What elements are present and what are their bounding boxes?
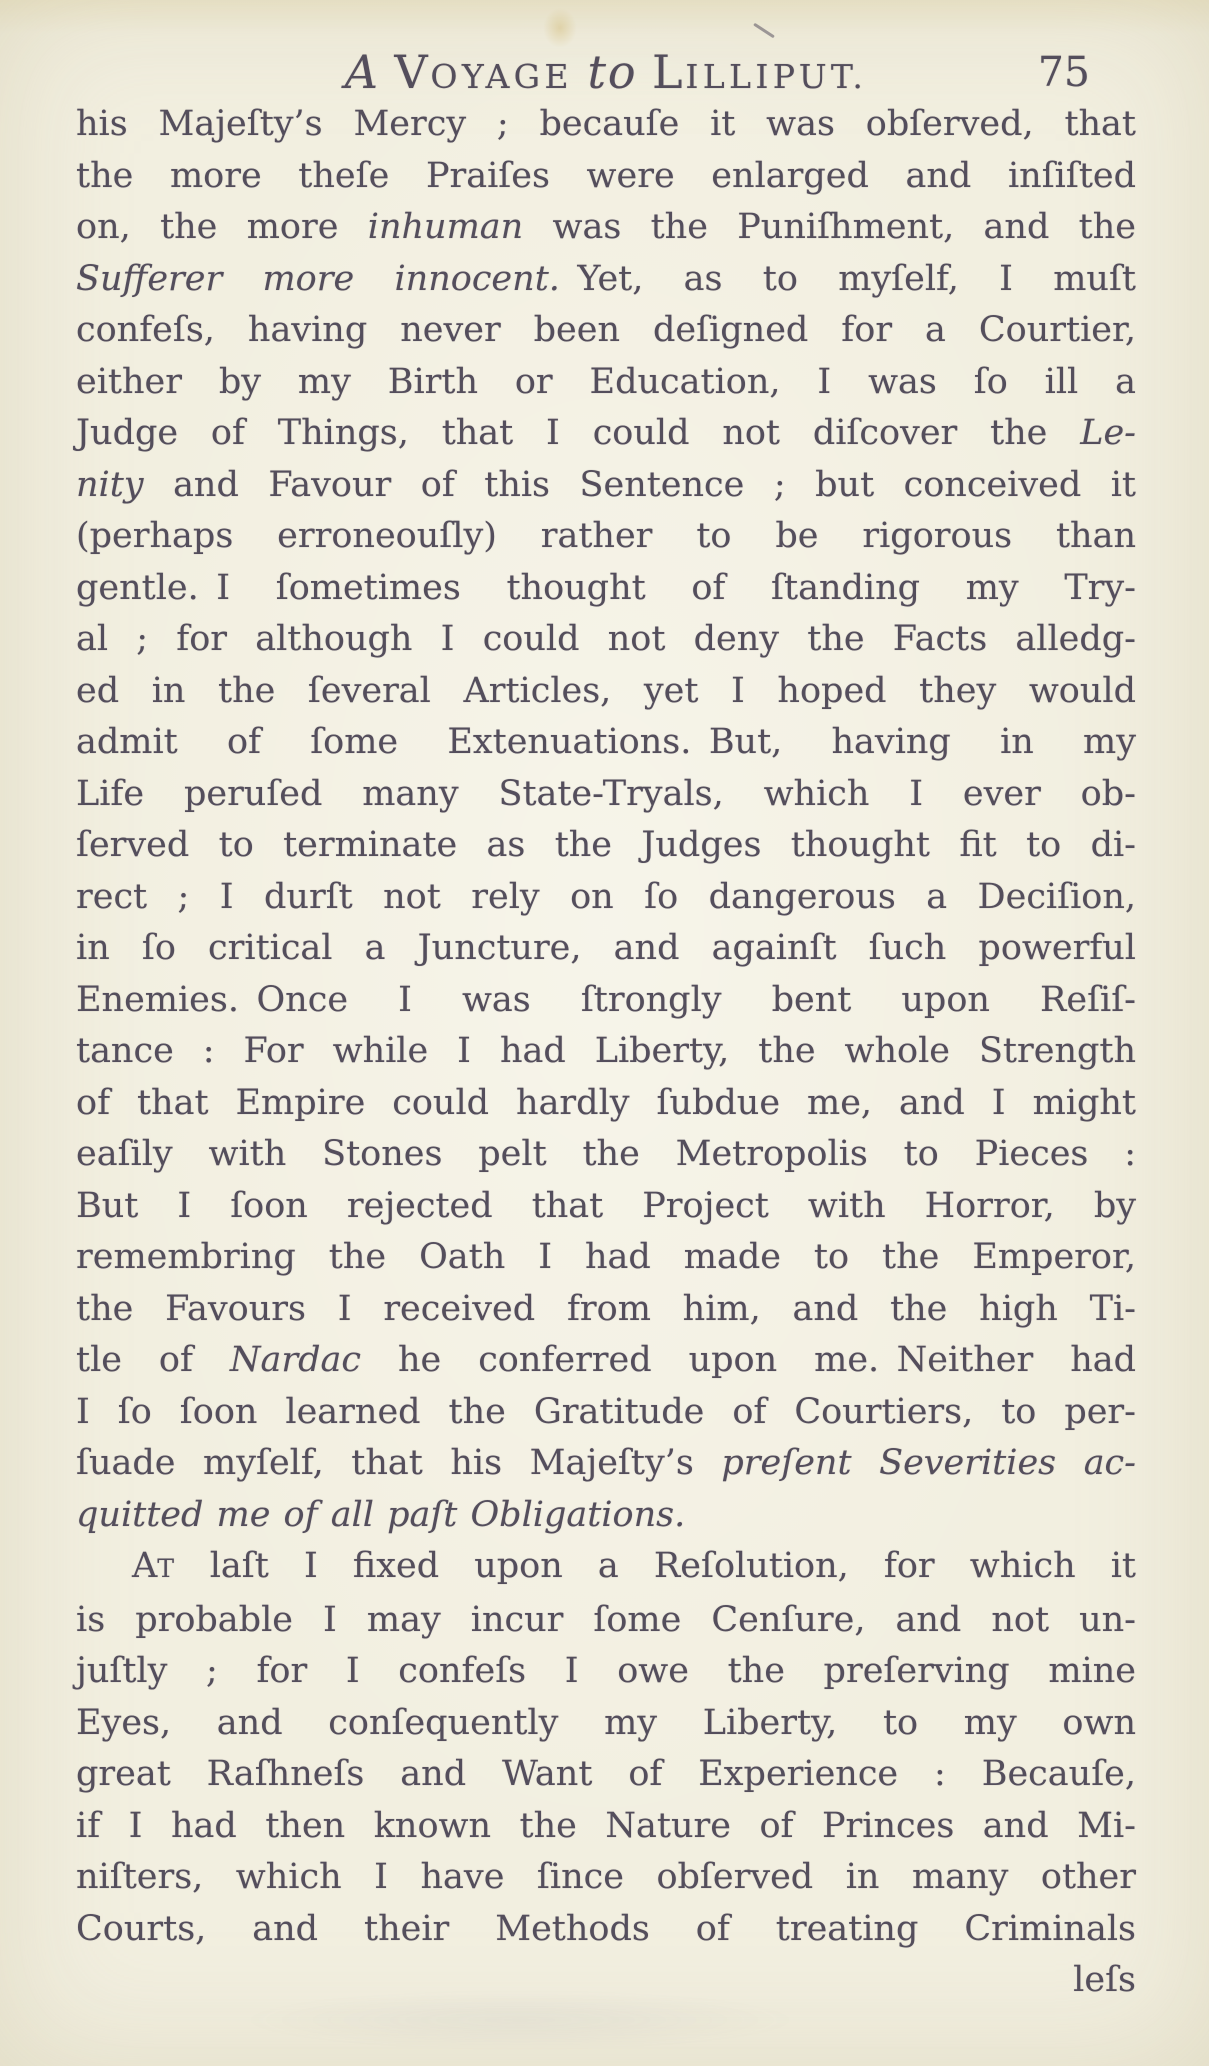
text-line [76,1284,1136,1336]
text-segment: Nardac [229,1340,362,1380]
text-line [76,151,1136,203]
text-line [76,1904,1136,1956]
text-line [76,305,1136,357]
text-segment: to [587,45,638,99]
text-segment: the more theſe Praiſes were enlarged and inſiſted [76,155,1136,196]
text-segment: niſters, which I have ſince obſerved in many other [76,1857,1136,1897]
text-line [76,872,1136,924]
running-header [76,42,1136,106]
body-text [76,99,1136,2007]
text-segment: Sufferer more innocent. [76,258,560,299]
text-line [76,769,1136,821]
text-line [76,820,1136,872]
text-segment: T [157,1554,175,1583]
text-line [76,614,1136,666]
paper-stain [543,8,577,48]
text-segment: I ſo ſoon learned the Gratitude of Courtiers, to per- [76,1391,1136,1432]
text-line [76,1129,1136,1181]
text-segment: juſtly ; for I confeſs I owe the preſerving mine [76,1651,1136,1691]
text-segment: in ſo critical a Juncture, and againſt ſuch powerful [76,928,1136,968]
text-line [76,666,1136,718]
text-line [76,357,1136,409]
text-segment: if I had then known the Nature of Princes and Mi- [76,1805,1136,1846]
text-segment: A [132,1546,158,1586]
text-line [76,1438,1136,1490]
text-line [76,1749,1136,1801]
text-line [76,1698,1136,1750]
text-segment: the Favours I received from him, and the high Ti- [76,1288,1136,1329]
text-segment: Courts, and their Methods of treating Criminals [76,1908,1136,1949]
text-segment: Le- [1080,413,1136,453]
text-segment: Life peruſed many State-Tryals, which I ever ob- [76,773,1136,814]
text-segment: V [394,45,431,99]
text-segment: nity [76,464,144,505]
text-line [76,563,1136,615]
text-segment: of that Empire could hardly ſubdue me, and I might [76,1082,1136,1123]
text-segment: rect ; I durſt not rely on ſo dangerous a Deciſion, [76,876,1136,917]
text-segment: ed in the ſeveral Articles, yet I hoped they would [76,670,1136,711]
text-segment: great Raſhneſs and Want of Experience : Becauſe, [76,1754,1136,1794]
text-segment: he conferred upon me. Neither had [361,1340,1137,1380]
text-segment: Judge of Things, that I could not diſcover the [76,413,1081,453]
text-segment [573,45,588,99]
text-segment [637,45,652,99]
text-line [76,408,1136,460]
text-line [76,923,1136,975]
text-segment: al ; for although I could not deny the Facts alledg- [76,619,1136,659]
text-line [76,1181,1136,1233]
text-segment: remembring the Oath I had made to the Emperor, [76,1237,1136,1277]
text-segment: ſuade myſelf, that his Majeſty’s [76,1443,722,1483]
text-segment: But I ſoon rejected that Project with Horror, by [76,1185,1136,1226]
text-segment: on, the more [76,207,368,247]
text-line [76,460,1136,512]
text-segment: A [344,45,380,99]
text-line [76,1078,1136,1130]
text-segment: ſerved to terminate as the Judges thought fit to di- [76,825,1136,865]
text-line [76,99,1136,151]
show-through-smudge [240,1990,800,2050]
text-segment [380,45,395,99]
text-segment: was the Puniſhment, and the [523,207,1136,247]
text-line [76,1026,1136,1078]
text-line [76,1232,1136,1284]
text-segment: admit of ſome Extenuations. But, having in my [76,722,1136,762]
text-segment: quitted me of all paſt Obligations. [76,1494,686,1535]
text-segment: laſt I fixed upon a Reſolution, for which it [174,1546,1136,1586]
text-segment: tance : For while I had Liberty, the whole Strength [76,1031,1136,1071]
text-segment: inhuman [367,207,524,247]
text-segment: eaſily with Stones pelt the Metropolis to Pieces : [76,1134,1136,1174]
text-line [76,975,1136,1027]
text-line [76,1646,1136,1698]
text-segment: (perhaps erroneouſly) rather to be rigorous than [76,516,1136,556]
text-segment: and Favour of this Sentence ; but conceived it [143,464,1136,505]
text-line [76,202,1136,254]
text-line [76,1852,1136,1904]
text-segment: tle of [76,1340,230,1380]
text-segment: his Majeſty’s Mercy ; becauſe it was obſerved, that [76,104,1136,144]
text-segment: L [652,45,686,99]
text-line [76,1595,1136,1647]
text-segment: Yet, as to myſelf, I muſt [559,258,1136,299]
text-segment: gentle. I ſometimes thought of ſtanding my Try- [76,567,1136,608]
text-line [76,717,1136,769]
text-line [76,254,1136,306]
text-line [76,511,1136,563]
page-title [76,42,1136,107]
text-segment: Eyes, and conſequently my Liberty, to my own [76,1702,1136,1743]
catchword: leſs [1073,1960,1136,2000]
text-segment: Enemies. Once I was ſtrongly bent upon Reſiſ- [76,979,1136,1020]
text-line [76,1335,1136,1387]
text-segment: preſent Severities ac- [721,1443,1136,1483]
text-segment: OYAGE [430,57,573,96]
text-segment: confeſs, having never been deſigned for a Courtier, [76,310,1136,350]
text-line [76,1801,1136,1853]
text-segment: either by my Birth or Education, I was ſo ill a [76,361,1136,402]
text-line [76,1541,1136,1595]
text-line [76,1387,1136,1439]
text-segment: ILLIPUT. [685,57,868,96]
text-segment: is probable I may incur ſome Cenſure, and not un- [76,1599,1136,1640]
page-number: 75 [1037,48,1090,96]
text-line [76,1490,1136,1542]
ink-tick-mark [753,23,775,39]
